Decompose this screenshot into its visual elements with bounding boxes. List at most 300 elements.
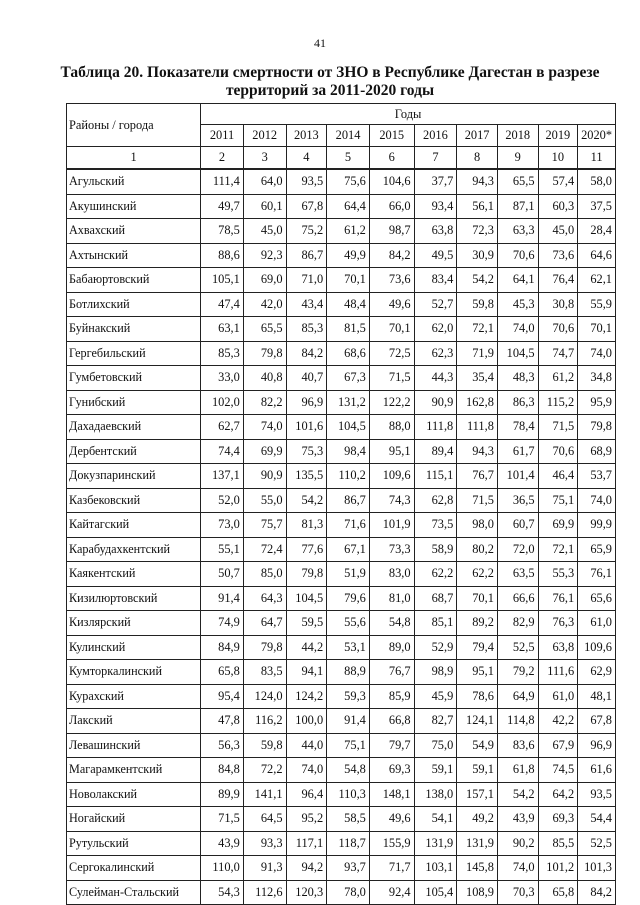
rate-cell: 33,0	[201, 366, 244, 391]
column-index: 11	[578, 147, 616, 170]
rate-cell: 84,2	[369, 243, 414, 268]
rate-cell: 34,8	[578, 366, 616, 391]
rate-cell: 70,3	[497, 880, 538, 905]
rate-cell: 88,0	[369, 415, 414, 440]
rate-cell: 73,6	[538, 243, 578, 268]
rate-cell: 116,2	[243, 709, 286, 734]
rate-cell: 75,6	[327, 169, 370, 194]
district-name: Кумторкалинский	[67, 660, 201, 685]
rate-cell: 71,6	[327, 513, 370, 538]
rate-cell: 124,2	[286, 684, 327, 709]
rate-cell: 76,4	[538, 268, 578, 293]
rate-cell: 83,0	[369, 562, 414, 587]
district-name: Ногайский	[67, 807, 201, 832]
rate-cell: 86,7	[327, 488, 370, 513]
rate-cell: 56,3	[201, 733, 244, 758]
rate-cell: 118,7	[327, 831, 370, 856]
rate-cell: 62,2	[414, 562, 457, 587]
year-header: 2017	[457, 125, 498, 147]
rate-cell: 111,6	[538, 660, 578, 685]
rate-cell: 79,7	[369, 733, 414, 758]
table-row	[67, 684, 616, 709]
rate-cell: 73,3	[369, 537, 414, 562]
rate-cell: 71,5	[369, 366, 414, 391]
rate-cell: 65,5	[497, 169, 538, 194]
rate-cell: 96,9	[578, 733, 616, 758]
rate-cell: 69,3	[538, 807, 578, 832]
rate-cell: 98,9	[414, 660, 457, 685]
rate-cell: 84,8	[201, 758, 244, 783]
rate-cell: 54,4	[578, 807, 616, 832]
rate-cell: 162,8	[457, 390, 498, 415]
rate-cell: 64,1	[497, 268, 538, 293]
rate-cell: 124,0	[243, 684, 286, 709]
rate-cell: 76,1	[578, 562, 616, 587]
rate-cell: 47,8	[201, 709, 244, 734]
rate-cell: 74,0	[578, 488, 616, 513]
rate-cell: 64,4	[327, 194, 370, 219]
rate-cell: 101,3	[578, 856, 616, 881]
rate-cell: 46,4	[538, 464, 578, 489]
table-row	[67, 292, 616, 317]
table-row	[67, 562, 616, 587]
column-index: 5	[327, 147, 370, 170]
rate-cell: 96,4	[286, 782, 327, 807]
rate-cell: 43,9	[497, 807, 538, 832]
rate-cell: 45,0	[243, 219, 286, 244]
rate-cell: 49,2	[457, 807, 498, 832]
rate-cell: 84,2	[286, 341, 327, 366]
rate-cell: 75,1	[327, 733, 370, 758]
column-index: 2	[201, 147, 244, 170]
district-name: Кайтагский	[67, 513, 201, 538]
year-header: 2011	[201, 125, 244, 147]
rate-cell: 78,5	[201, 219, 244, 244]
rate-cell: 77,6	[286, 537, 327, 562]
rate-cell: 63,5	[497, 562, 538, 587]
rate-cell: 104,5	[327, 415, 370, 440]
rate-cell: 105,1	[201, 268, 244, 293]
rate-cell: 48,1	[578, 684, 616, 709]
rate-cell: 52,0	[201, 488, 244, 513]
table-row	[67, 439, 616, 464]
rate-cell: 28,4	[578, 219, 616, 244]
rate-cell: 72,4	[243, 537, 286, 562]
rate-cell: 110,2	[327, 464, 370, 489]
rate-cell: 85,9	[369, 684, 414, 709]
district-name: Кулинский	[67, 635, 201, 660]
rate-cell: 60,7	[497, 513, 538, 538]
rate-cell: 49,7	[201, 194, 244, 219]
rate-cell: 63,8	[414, 219, 457, 244]
table-row	[67, 880, 616, 905]
rate-cell: 85,3	[201, 341, 244, 366]
rate-cell: 92,4	[369, 880, 414, 905]
rate-cell: 62,9	[578, 660, 616, 685]
rate-cell: 69,3	[369, 758, 414, 783]
year-header: 2019	[538, 125, 578, 147]
rate-cell: 74,4	[201, 439, 244, 464]
rate-cell: 117,1	[286, 831, 327, 856]
rate-cell: 61,0	[538, 684, 578, 709]
rate-cell: 91,4	[201, 586, 244, 611]
rate-cell: 145,8	[457, 856, 498, 881]
rate-cell: 91,3	[243, 856, 286, 881]
rate-cell: 59,8	[243, 733, 286, 758]
district-name: Каякентский	[67, 562, 201, 587]
rate-cell: 37,5	[578, 194, 616, 219]
rate-cell: 45,3	[497, 292, 538, 317]
rate-cell: 89,0	[369, 635, 414, 660]
rate-cell: 64,3	[243, 586, 286, 611]
rate-cell: 89,9	[201, 782, 244, 807]
rate-cell: 131,9	[457, 831, 498, 856]
rate-cell: 68,7	[414, 586, 457, 611]
year-header: 2016	[414, 125, 457, 147]
rate-cell: 65,5	[243, 317, 286, 342]
rate-cell: 84,2	[578, 880, 616, 905]
year-header: 2020*	[578, 125, 616, 147]
column-index: 10	[538, 147, 578, 170]
rate-cell: 157,1	[457, 782, 498, 807]
rate-cell: 74,0	[243, 415, 286, 440]
rate-cell: 75,1	[538, 488, 578, 513]
district-name: Дахадаевский	[67, 415, 201, 440]
year-header: 2012	[243, 125, 286, 147]
rate-cell: 101,6	[286, 415, 327, 440]
rate-cell: 73,5	[414, 513, 457, 538]
table-row	[67, 169, 616, 194]
rate-cell: 54,9	[457, 733, 498, 758]
rate-cell: 64,0	[243, 169, 286, 194]
rate-cell: 111,4	[201, 169, 244, 194]
rate-cell: 91,4	[327, 709, 370, 734]
rate-cell: 36,5	[497, 488, 538, 513]
year-header: 2015	[369, 125, 414, 147]
rate-cell: 43,4	[286, 292, 327, 317]
table-row	[67, 194, 616, 219]
rate-cell: 75,0	[414, 733, 457, 758]
rate-cell: 101,2	[538, 856, 578, 881]
rate-cell: 67,1	[327, 537, 370, 562]
rate-cell: 48,4	[327, 292, 370, 317]
rate-cell: 83,5	[243, 660, 286, 685]
district-name: Кизлярский	[67, 611, 201, 636]
rate-cell: 68,6	[327, 341, 370, 366]
rate-cell: 124,1	[457, 709, 498, 734]
table-row	[67, 709, 616, 734]
district-name: Акушинский	[67, 194, 201, 219]
rate-cell: 104,5	[497, 341, 538, 366]
rate-cell: 67,3	[327, 366, 370, 391]
rate-cell: 98,0	[457, 513, 498, 538]
rate-cell: 79,8	[243, 635, 286, 660]
rate-cell: 60,3	[538, 194, 578, 219]
rate-cell: 74,0	[497, 317, 538, 342]
rate-cell: 79,8	[243, 341, 286, 366]
district-name: Курахский	[67, 684, 201, 709]
rate-cell: 61,6	[578, 758, 616, 783]
rate-cell: 50,7	[201, 562, 244, 587]
rate-cell: 78,4	[497, 415, 538, 440]
rate-cell: 62,2	[457, 562, 498, 587]
rate-cell: 87,1	[497, 194, 538, 219]
rate-cell: 66,6	[497, 586, 538, 611]
rate-cell: 110,3	[327, 782, 370, 807]
rate-cell: 80,2	[457, 537, 498, 562]
rate-cell: 73,0	[201, 513, 244, 538]
rate-cell: 95,9	[578, 390, 616, 415]
rate-cell: 108,9	[457, 880, 498, 905]
rate-cell: 52,9	[414, 635, 457, 660]
rate-cell: 93,4	[414, 194, 457, 219]
rate-cell: 82,2	[243, 390, 286, 415]
rate-cell: 100,0	[286, 709, 327, 734]
table-row	[67, 341, 616, 366]
district-name: Дербентский	[67, 439, 201, 464]
rate-cell: 64,6	[578, 243, 616, 268]
rate-cell: 74,5	[538, 758, 578, 783]
rate-cell: 54,1	[414, 807, 457, 832]
district-name: Сулейман-Стальский	[67, 880, 201, 905]
rate-cell: 49,6	[369, 807, 414, 832]
rate-cell: 74,0	[578, 341, 616, 366]
rate-cell: 104,5	[286, 586, 327, 611]
table-row	[67, 390, 616, 415]
rate-cell: 102,0	[201, 390, 244, 415]
district-name: Ботлихский	[67, 292, 201, 317]
rate-cell: 82,7	[414, 709, 457, 734]
rate-cell: 94,1	[286, 660, 327, 685]
year-header: 2013	[286, 125, 327, 147]
rate-cell: 58,0	[578, 169, 616, 194]
rate-cell: 74,7	[538, 341, 578, 366]
rate-cell: 61,7	[497, 439, 538, 464]
table-row	[67, 464, 616, 489]
rate-cell: 61,2	[538, 366, 578, 391]
rate-cell: 85,1	[414, 611, 457, 636]
rate-cell: 75,7	[243, 513, 286, 538]
table-row	[67, 537, 616, 562]
district-name: Магарамкентский	[67, 758, 201, 783]
rate-cell: 71,5	[201, 807, 244, 832]
rate-cell: 72,3	[457, 219, 498, 244]
mortality-table	[66, 103, 616, 905]
rate-cell: 76,7	[457, 464, 498, 489]
district-name: Буйнакский	[67, 317, 201, 342]
rate-cell: 35,4	[457, 366, 498, 391]
rate-cell: 62,0	[414, 317, 457, 342]
rate-cell: 45,9	[414, 684, 457, 709]
rate-cell: 90,9	[243, 464, 286, 489]
rate-cell: 83,4	[414, 268, 457, 293]
district-name: Сергокалинский	[67, 856, 201, 881]
rate-cell: 70,1	[578, 317, 616, 342]
rate-cell: 72,0	[497, 537, 538, 562]
district-name: Гунибский	[67, 390, 201, 415]
district-name: Докузпаринский	[67, 464, 201, 489]
rate-cell: 49,9	[327, 243, 370, 268]
rate-cell: 93,3	[243, 831, 286, 856]
rate-cell: 86,3	[497, 390, 538, 415]
rate-cell: 65,6	[578, 586, 616, 611]
rate-cell: 89,4	[414, 439, 457, 464]
rate-cell: 90,9	[414, 390, 457, 415]
table-row	[67, 807, 616, 832]
rate-cell: 40,7	[286, 366, 327, 391]
rate-cell: 44,2	[286, 635, 327, 660]
rate-cell: 54,8	[369, 611, 414, 636]
rate-cell: 55,0	[243, 488, 286, 513]
rate-cell: 85,0	[243, 562, 286, 587]
rate-cell: 115,2	[538, 390, 578, 415]
district-name: Бабаюртовский	[67, 268, 201, 293]
rate-cell: 88,9	[327, 660, 370, 685]
rate-cell: 52,5	[497, 635, 538, 660]
rate-cell: 70,6	[538, 439, 578, 464]
rate-cell: 53,7	[578, 464, 616, 489]
rate-cell: 30,9	[457, 243, 498, 268]
rate-cell: 70,1	[457, 586, 498, 611]
table-row	[67, 268, 616, 293]
table-row	[67, 243, 616, 268]
rate-cell: 84,9	[201, 635, 244, 660]
rate-cell: 49,5	[414, 243, 457, 268]
rate-cell: 85,5	[538, 831, 578, 856]
column-index: 6	[369, 147, 414, 170]
rate-cell: 58,9	[414, 537, 457, 562]
district-name: Гумбетовский	[67, 366, 201, 391]
rate-cell: 43,9	[201, 831, 244, 856]
rate-cell: 155,9	[369, 831, 414, 856]
rate-cell: 74,0	[286, 758, 327, 783]
rate-cell: 44,0	[286, 733, 327, 758]
column-index: 8	[457, 147, 498, 170]
rate-cell: 71,5	[457, 488, 498, 513]
rate-cell: 71,0	[286, 268, 327, 293]
rate-cell: 72,1	[538, 537, 578, 562]
district-name: Рутульский	[67, 831, 201, 856]
rate-cell: 40,8	[243, 366, 286, 391]
rate-cell: 71,7	[369, 856, 414, 881]
rate-cell: 94,3	[457, 439, 498, 464]
district-name: Ахтынский	[67, 243, 201, 268]
rate-cell: 64,9	[497, 684, 538, 709]
table-row	[67, 782, 616, 807]
rate-cell: 73,6	[369, 268, 414, 293]
rate-cell: 95,1	[457, 660, 498, 685]
rate-cell: 42,2	[538, 709, 578, 734]
rate-cell: 53,1	[327, 635, 370, 660]
rate-cell: 55,3	[538, 562, 578, 587]
rate-cell: 103,1	[414, 856, 457, 881]
district-name: Кизилюртовский	[67, 586, 201, 611]
column-index: 3	[243, 147, 286, 170]
rate-cell: 63,1	[201, 317, 244, 342]
rate-cell: 66,8	[369, 709, 414, 734]
district-name: Карабудахкентский	[67, 537, 201, 562]
rate-cell: 99,9	[578, 513, 616, 538]
rate-cell: 62,8	[414, 488, 457, 513]
table-row	[67, 758, 616, 783]
year-header: 2018	[497, 125, 538, 147]
rate-cell: 111,8	[457, 415, 498, 440]
rate-cell: 70,1	[369, 317, 414, 342]
rate-cell: 65,8	[201, 660, 244, 685]
page-number: 41	[314, 36, 326, 50]
table-row	[67, 366, 616, 391]
district-name: Агульский	[67, 169, 201, 194]
rate-cell: 59,1	[457, 758, 498, 783]
column-index: 7	[414, 147, 457, 170]
rate-cell: 79,8	[286, 562, 327, 587]
rate-cell: 62,1	[578, 268, 616, 293]
rate-cell: 52,5	[578, 831, 616, 856]
rate-cell: 110,0	[201, 856, 244, 881]
rate-cell: 67,8	[286, 194, 327, 219]
rate-cell: 72,2	[243, 758, 286, 783]
rate-cell: 55,9	[578, 292, 616, 317]
table-row	[67, 831, 616, 856]
rate-cell: 115,1	[414, 464, 457, 489]
rate-cell: 85,3	[286, 317, 327, 342]
rate-cell: 59,5	[286, 611, 327, 636]
rate-cell: 104,6	[369, 169, 414, 194]
rate-cell: 54,3	[201, 880, 244, 905]
rate-cell: 44,3	[414, 366, 457, 391]
rate-cell: 63,3	[497, 219, 538, 244]
rate-cell: 93,5	[578, 782, 616, 807]
rate-cell: 112,6	[243, 880, 286, 905]
rate-cell: 49,6	[369, 292, 414, 317]
rate-cell: 95,1	[369, 439, 414, 464]
rate-cell: 83,6	[497, 733, 538, 758]
rate-cell: 45,0	[538, 219, 578, 244]
column-index: 9	[497, 147, 538, 170]
rate-cell: 48,3	[497, 366, 538, 391]
table-row	[67, 317, 616, 342]
column-index: 4	[286, 147, 327, 170]
rate-cell: 56,1	[457, 194, 498, 219]
rate-cell: 141,1	[243, 782, 286, 807]
district-name: Левашинский	[67, 733, 201, 758]
table-row	[67, 219, 616, 244]
rate-cell: 79,6	[327, 586, 370, 611]
rate-cell: 54,2	[497, 782, 538, 807]
rate-cell: 51,9	[327, 562, 370, 587]
rate-cell: 148,1	[369, 782, 414, 807]
rate-cell: 88,6	[201, 243, 244, 268]
table-row	[67, 415, 616, 440]
rate-cell: 69,0	[243, 268, 286, 293]
rate-cell: 54,2	[286, 488, 327, 513]
rate-cell: 72,1	[457, 317, 498, 342]
rate-cell: 81,3	[286, 513, 327, 538]
district-name: Лакский	[67, 709, 201, 734]
rate-cell: 94,2	[286, 856, 327, 881]
table-row	[67, 586, 616, 611]
district-name: Новолакский	[67, 782, 201, 807]
rate-cell: 95,4	[201, 684, 244, 709]
rate-cell: 98,4	[327, 439, 370, 464]
rate-cell: 70,6	[538, 317, 578, 342]
rate-cell: 55,1	[201, 537, 244, 562]
rate-cell: 74,3	[369, 488, 414, 513]
rate-cell: 65,9	[578, 537, 616, 562]
rate-cell: 94,3	[457, 169, 498, 194]
rate-cell: 101,9	[369, 513, 414, 538]
rate-cell: 71,5	[538, 415, 578, 440]
